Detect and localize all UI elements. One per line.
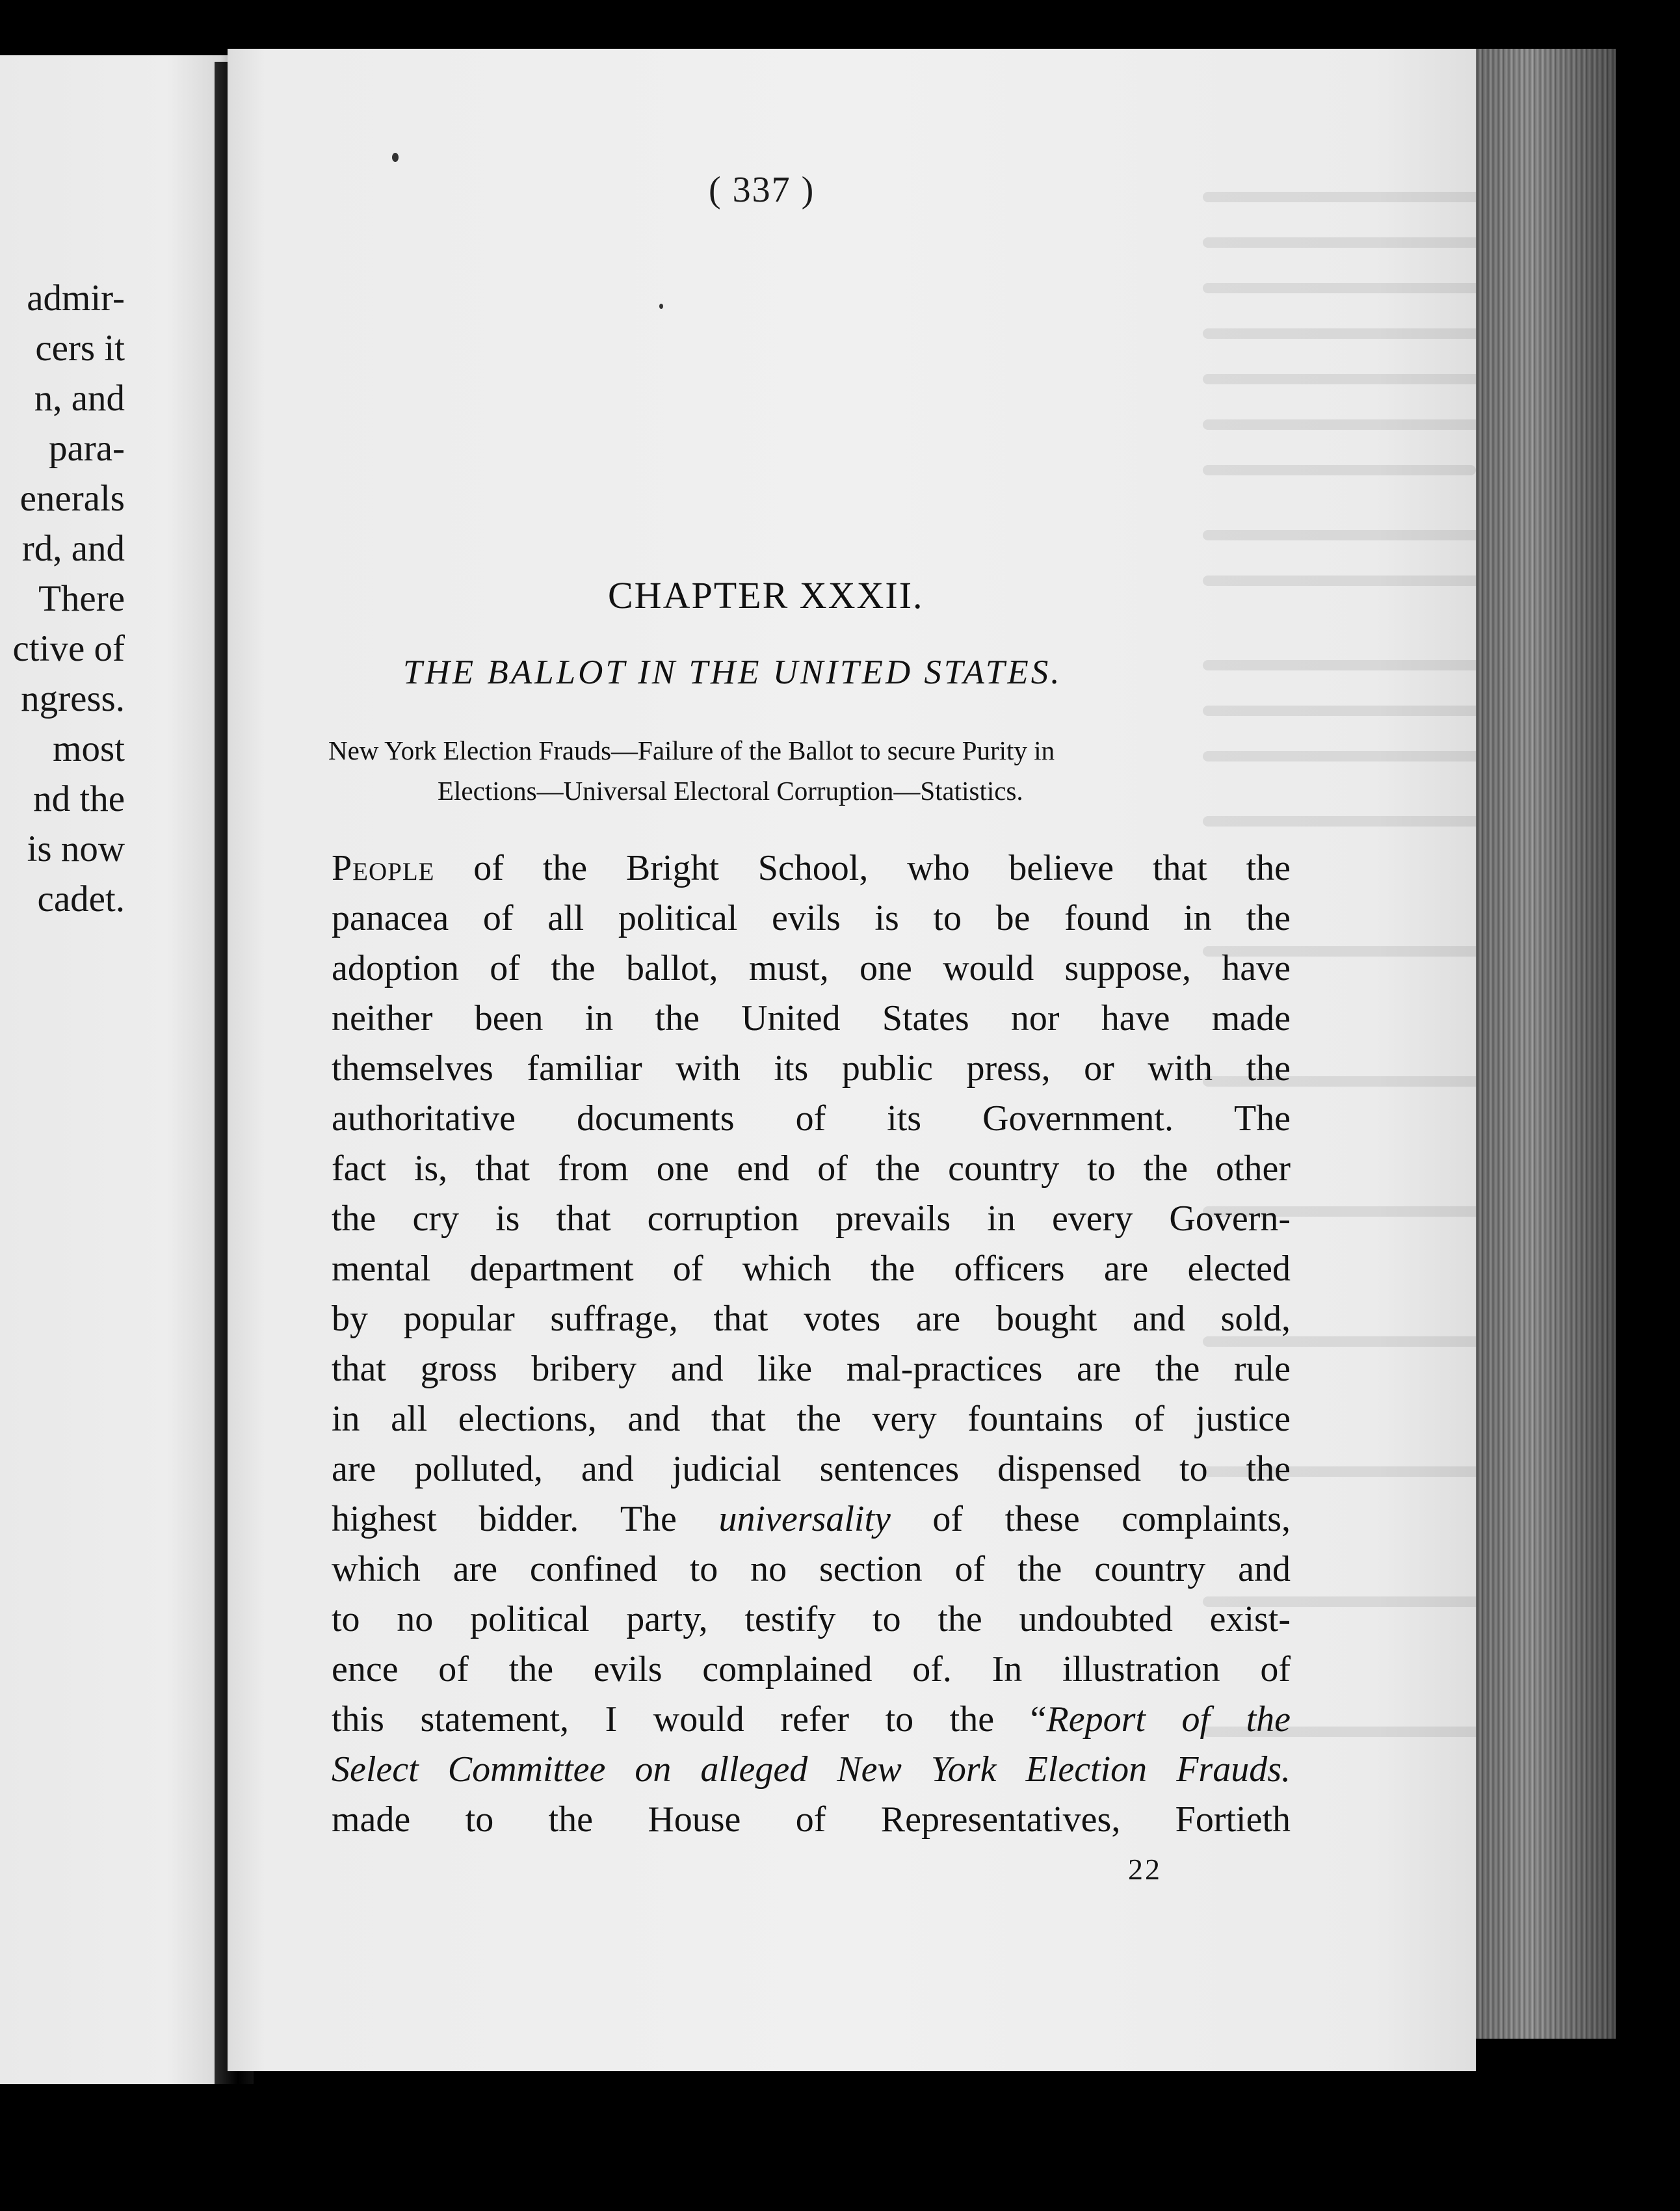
body-line: neither been in the United States nor have made: [332, 998, 1291, 1039]
left-page-line: cadet.: [37, 879, 125, 920]
chapter-summary-line: Elections—Universal Electoral Corruption—Statistics.: [438, 776, 1023, 806]
left-page-line: admir-: [27, 278, 125, 319]
body-line: mental department of which the officers are elected: [332, 1249, 1291, 1289]
body-line: in all elections, and that the very fountains of justice: [332, 1399, 1291, 1439]
ink-speck: [392, 153, 399, 162]
left-page-line: is now: [27, 828, 125, 869]
body-line: [332, 1498, 1291, 1541]
body-line-text: of the Bright School, who believe that the: [434, 848, 1291, 888]
body-line: [332, 1698, 1291, 1741]
report-title: Report of the: [1046, 1699, 1291, 1740]
body-line: authoritative documents of its Government. The: [332, 1098, 1291, 1139]
body-line: are polluted, and judicial sentences dispensed to the: [332, 1449, 1291, 1489]
body-line: themselves familiar with its public press, or with the: [332, 1048, 1291, 1089]
body-line-text: highest bidder. The: [332, 1499, 719, 1539]
left-page-line: n, and: [34, 378, 125, 419]
body-line: which are confined to no section of the country and: [332, 1549, 1291, 1589]
page-number: ( 337 ): [709, 170, 815, 210]
report-title: Select Committee on alleged New York Election Frauds.: [332, 1749, 1291, 1790]
chapter-heading: CHAPTER XXXII.: [608, 574, 924, 616]
opening-word: People: [332, 848, 435, 888]
left-page-line: ctive of: [12, 628, 125, 669]
left-page-line: enerals: [20, 478, 125, 519]
body-line-text: of these complaints,: [890, 1499, 1291, 1539]
left-page-line: nd the: [33, 778, 125, 819]
signature-mark: 22: [1128, 1853, 1162, 1886]
section-title: THE BALLOT IN THE UNITED STATES.: [403, 654, 1062, 691]
left-page-line: cers it: [35, 328, 125, 369]
left-page-line: ngress.: [21, 678, 125, 719]
left-page-line: rd, and: [21, 528, 125, 569]
body-line-text: this statement, I would refer to the “: [332, 1699, 1047, 1740]
page-edge-stack: [1473, 49, 1616, 2039]
body-line: the cry is that corruption prevails in every Govern-: [332, 1198, 1291, 1239]
body-line: by popular suffrage, that votes are bought and sold,: [332, 1299, 1291, 1339]
left-page-line: para-: [48, 428, 125, 469]
chapter-summary-line: New York Election Frauds—Failure of the Ballot to secure Purity in: [328, 735, 1055, 765]
body-line: that gross bribery and like mal-practices are the rule: [332, 1349, 1291, 1389]
body-line: made to the House of Representatives, Fortieth: [332, 1799, 1291, 1840]
ink-speck: [659, 304, 663, 309]
body-line: ence of the evils complained of. In illustration of: [332, 1649, 1291, 1689]
body-line: fact is, that from one end of the country to the other: [332, 1148, 1291, 1189]
left-facing-page: [0, 55, 239, 2084]
left-page-line: There: [38, 578, 125, 619]
left-page-line: most: [53, 728, 125, 769]
body-line: to no political party, testify to the undoubted exist-: [332, 1599, 1291, 1639]
body-line: [332, 847, 1291, 890]
body-line: panacea of all political evils is to be found in the: [332, 898, 1291, 938]
emphasized-word: universality: [718, 1499, 891, 1539]
body-line: adoption of the ballot, must, one would suppose, have: [332, 948, 1291, 988]
